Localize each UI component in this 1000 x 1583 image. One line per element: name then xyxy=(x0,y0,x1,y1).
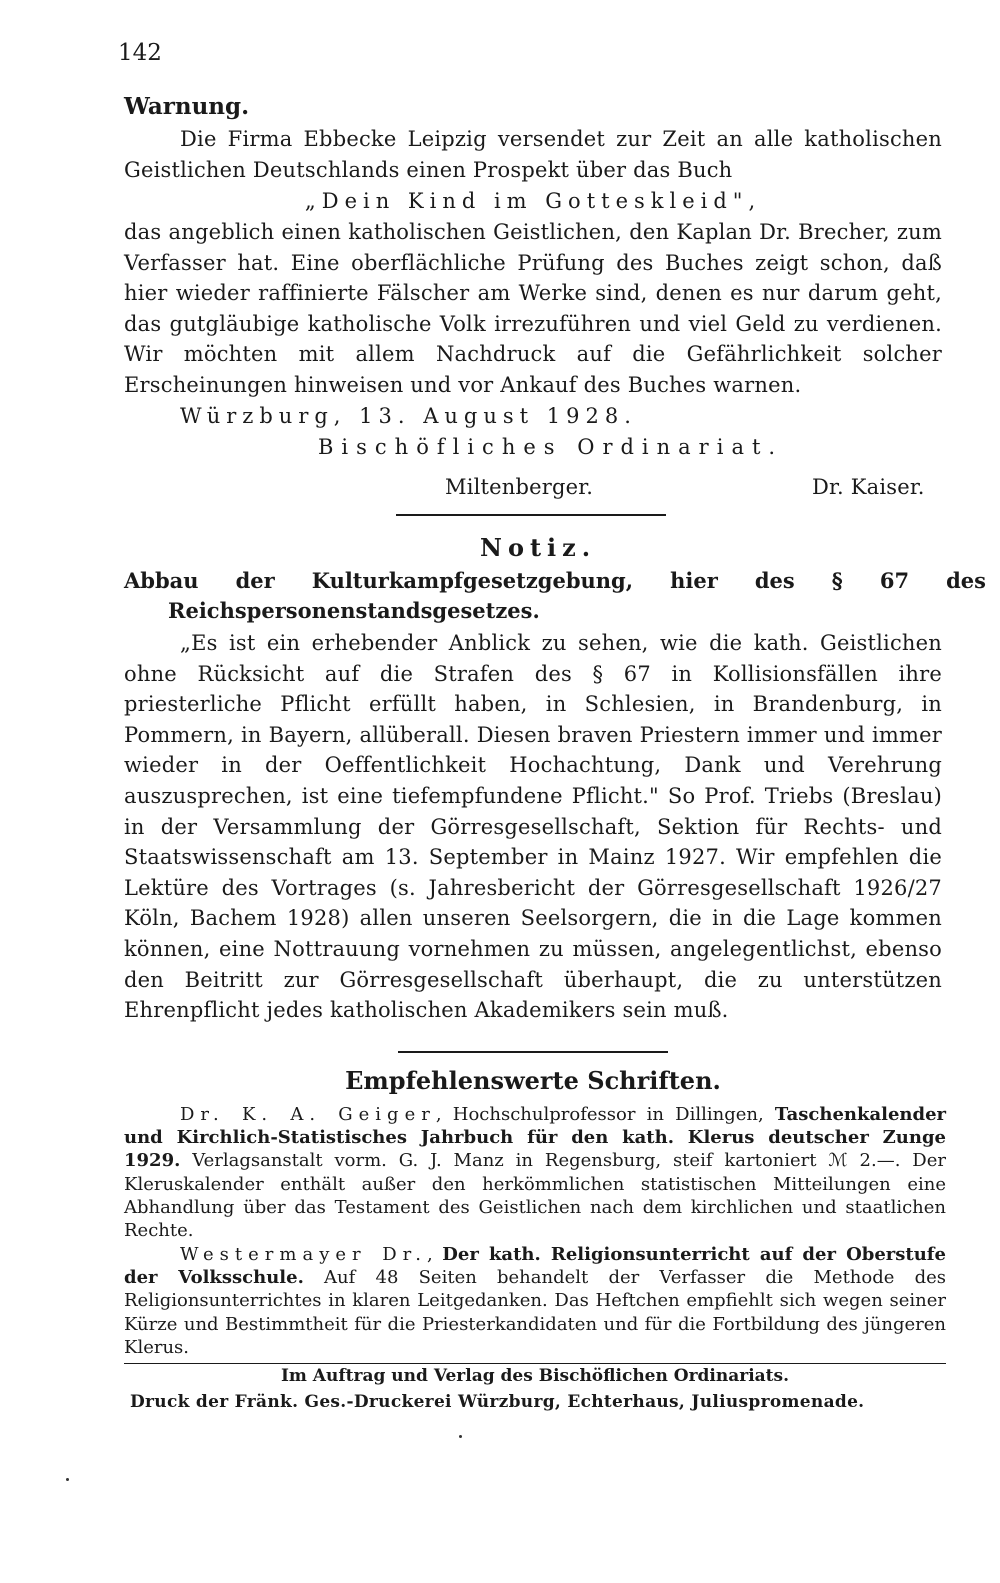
warnung-paragraph-1: Die Firma Ebbecke Leipzig versendet zur Zeit an alle katholischen Geistlichen Deutschlands einen Prospekt über das Buch xyxy=(124,127,942,182)
warnung-office: Bischöfliches Ordinariat. xyxy=(318,435,784,459)
page-number: 142 xyxy=(118,40,162,66)
notiz-subheading: Abbau der Kulturkampfgesetzgebung, hier des § 67 des Reichspersonenstandsgesetzes. xyxy=(124,568,986,623)
entry-1-role: , Hochschulprofessor in Dillingen, xyxy=(435,1104,775,1125)
schriften-entry-2 xyxy=(124,1243,946,1359)
notiz-heading: Notiz. xyxy=(480,533,597,562)
entry-2-description: Auf 48 Seiten behandelt der Verfasser die Methode des Religionsunterrichtes in klaren Leitgedanken. Das Heftchen empfiehlt sich wegen seiner Kürze und Bestimmtheit für die Priesterkandidaten und für die Fortbildung des jüngeren Klerus. xyxy=(124,1267,947,1358)
notiz-paragraph: „Es ist ein erhebender Anblick zu sehen, wie die kath. Geistlichen ohne Rücksicht auf die Strafen des § 67 in Kollisionsfällen ihre priesterliche Pflicht erfüllt haben, in Schlesien, in Brandenburg, in Pommern, in Bayern, allüberall. Diesen braven Priestern immer und immer wieder in der Oeffentlichkeit Hochachtung, Dank und Verehrung auszusprechen, ist eine tiefempfundene Pflicht." So Prof. Triebs (Breslau) in der Versammlung der Görresgesellschaft, Sektion für Rechts- und Staatswissenschaft am 13. September in Mainz 1927. Wir empfehlen die Lektüre des Vortrages (s. Jahresbericht der Görresgesellschaft 1926/27 Köln, Bachem 1928) allen unseren Seelsorgern, die in die Lage kommen können, eine Nottrauung vornehmen zu müssen, angelegentlichst, ebenso den Beitritt zur Görresgesellschaft überhaupt, die zu unterstützen Ehrenpflicht jedes katholischen Akademikers sein muß. xyxy=(124,631,942,1023)
entry-1-description: Verlagsanstalt vorm. G. J. Manz in Regensburg, steif kartoniert ℳ 2.—. Der Kleruskalender enthält außer den herkömmlichen statistischen Mitteilungen eine Abhandlung über das Testament des Geistlichen nach dem kirchlichen und staatlichen Rechte. xyxy=(124,1150,946,1242)
entry-1-title: Taschenkalender und Kirchlich-Statistisches Jahrbuch für den kath. Klerus deutscher Zunge 1929. xyxy=(124,1104,947,1172)
warnung-place-date: Würzburg, 13. August 1928. xyxy=(180,404,637,428)
warnung-signature-right: Dr. Kaiser. xyxy=(812,475,925,499)
schriften-entry-1 xyxy=(124,1103,946,1242)
section-divider-2 xyxy=(398,1051,668,1053)
entry-2-title: Der kath. Religionsunterricht auf der Oberstufe der Volksschule. xyxy=(124,1244,946,1289)
entry-2-author: Westermayer Dr. xyxy=(180,1244,427,1265)
section-divider-1 xyxy=(396,514,666,516)
warnung-book-title: „Dein Kind im Gotteskleid", xyxy=(304,189,762,213)
entry-1-author: Dr. K. A. Geiger xyxy=(180,1104,436,1125)
warnung-heading: Warnung. xyxy=(124,93,250,120)
warnung-paragraph-2: das angeblich einen katholischen Geistlichen, den Kaplan Dr. Brecher, zum Verfasser hat. Eine oberflächliche Prüfung des Buches zeigt schon, daß hier wieder raffinierte Fälscher am Werke sind, denen es nur darum geht, das gutgläubige katholische Volk irrezuführen und viel Geld zu verdienen. Wir möchten mit allem Nachdruck auf die Gefährlichkeit solcher Erscheinungen hinweisen und vor Ankauf des Buches warnen. xyxy=(124,220,942,397)
scan-speck xyxy=(66,1478,69,1481)
entry-2-separator: , xyxy=(427,1244,443,1265)
footer-printer: Druck der Fränk. Ges.-Druckerei Würzburg, Echterhaus, Juliuspromenade. xyxy=(130,1392,865,1412)
schriften-heading: Empfehlenswerte Schriften. xyxy=(345,1066,721,1095)
warnung-signature-left: Miltenberger. xyxy=(445,475,594,499)
footer-publisher: Im Auftrag und Verlag des Bischöflichen Ordinariats. xyxy=(280,1366,790,1386)
scan-speck xyxy=(459,1435,462,1438)
